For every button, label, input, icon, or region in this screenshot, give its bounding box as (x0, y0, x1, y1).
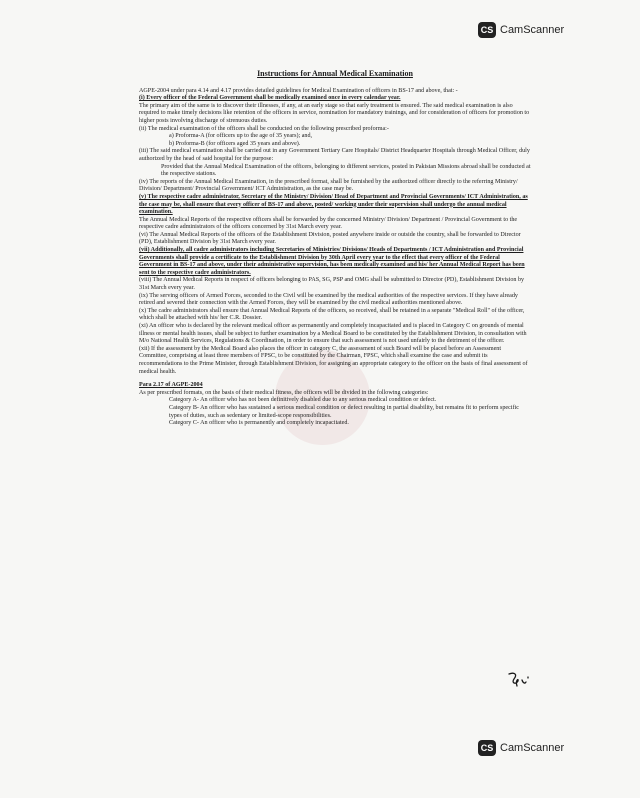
handwritten-signature (506, 670, 532, 692)
camscanner-logo-icon: CS (478, 740, 496, 756)
intro-paragraph: AGPE-2004 under para 4.14 and 4.17 provides detailed guidelines for Medical Examination of officers in BS-17 and above, that: - (139, 87, 458, 94)
para-2-17-body: As per prescribed formats, on the basis of their medical fitness, the officers will be divided in the following categories: (139, 389, 429, 396)
clause-iii-proviso: Provided that the Annual Medical Examination of the officers, belonging to different services, posted in Pakistan Missions abroad shall be conducted at the respective stations. (161, 163, 531, 178)
camscanner-label: CamScanner (500, 742, 565, 754)
clause-ii-b: b) Proforma-B (for officers aged 35 years and above). (169, 140, 301, 147)
category-c: Category C- An officer who is permanently and completely incapacitated. (169, 420, 349, 427)
document-title: Instructions for Annual Medical Examination (257, 69, 413, 78)
clause-vi: (vi) The Annual Medical Reports of the officers of the Establishment Division, posted anywhere inside or outside the country, shall be forwarded to Director (PD), Establishment Division by 31st March every year. (139, 231, 521, 246)
document-body (139, 70, 531, 428)
clause-ix: (ix) The serving officers of Armed Forces, seconded to the Civil will be examined by the medical authorities of the respective services. If they have already retired and severed their connection with the Armed Forces, they will be examined by the civil medical authorities mentioned above. (139, 292, 518, 307)
clause-i-heading: (i) Every officer of the Federal Government shall be medically examined once in every calendar year. (139, 95, 401, 102)
clause-ii-a: a) Proforma-A (for officers up to the age of 35 years); and, (169, 133, 313, 140)
clause-xii: (xii) If the assessment by the Medical Board also places the officer in category C, the assessment of such Board will be placed before an Assessment Committee, comprising at least three members of FPSC, to be constituted by the Chairman, FPSC, which shall examine the case and submit its recommendations to the Prime Minister, through Establishment Division, for assigning an appropriate category to the officer on the basis of final assessment of medical health. (139, 345, 528, 375)
camscanner-brand-top (478, 22, 564, 38)
clause-iv: (iv) The reports of the Annual Medical Examination, in the prescribed format, shall be furnished by the authorized officer directly to the referring Ministry/ Division/ Department/ Provincial Government/ ICT Administration, as the case may be. (139, 178, 518, 193)
clause-i-body: The primary aim of the same is to discover their illnesses, if any, at an early stage so that early treatment is ensured. The said medical examination is also required to make timely decisions like retention of the officers in service, nomination for mandatory trainings, and for consideration of officers for promotion to higher posts involving discharge of strenuous duties. (139, 102, 530, 124)
camscanner-label: CamScanner (500, 24, 565, 36)
clause-ii: (ii) The medical examination of the officers shall be conducted on the following prescribed proforma:- (139, 125, 389, 132)
para-2-17-heading: Para 2.17 of AGPE-2004 (139, 382, 203, 389)
clause-v-heading: (v) The respective cadre administrator, Secretary of the Ministry/ Division/ Head of Department and Provincial Governments/ ICT Administration, as the case may be, shall ensure that every officer of BS-17 and above, posted/ working under their supervision shall undergo the annual medical examination. (139, 193, 528, 216)
category-b: Category B- An officer who has sustained a serious medical condition or defect resulting in partial disability, but remains fit to perform specific types of duties, such as sedentary or limited-scope responsibilities. (169, 404, 519, 419)
clause-iii: (iii) The said medical examination shall be carried out in any Government Tertiary Care Hospitals/ District Headquarter Hospitals through Medical Officer, duly authorized by the head of said hospital for the purpose: (139, 148, 530, 162)
clause-xi: (xi) An officer who is declared by the relevant medical officer as permanently and completely incapacitated and is placed in Category C on grounds of mental illness or mental health issues, shall be subject to further examination by a Medical Board to be constituted by the Establishment Division, in consultation with M/o National Health Services, Regulations & Coordination, in order to ensure that such assessment is not used unfairly to the detriment of the officer. (139, 323, 527, 345)
clause-x: (x) The cadre administrators shall ensure that Annual Medical Reports of the officers, so received, shall be retained in a separate "Medical Roll" of the officer, which shall be attached with his/ her C.R. Dossier. (139, 307, 525, 322)
clause-vii: (vii) Additionally, all cadre administrators including Secretaries of Ministries/ Divisions/ Heads of Departments / ICT Administration and Provincial Governments shall provide a certificate to the Establishment Division by 30th April every year to the effect that every officer of the Federal Government in BS-17 and above, under their administrative supervision, has been medically examined and his/ her Annual Medical Report has been sent to the respective cadre administrators. (139, 247, 525, 276)
camscanner-logo-icon: CS (478, 22, 496, 38)
category-a: Category A- An officer who has not been definitively disabled due to any serious medical condition or defect. (169, 397, 437, 404)
clause-viii: (viii) The Annual Medical Reports in respect of officers belonging to PAS, SG, PSP and OMG shall be submitted to Director (PD), Establishment Division by 31st March every year. (139, 277, 525, 292)
clause-v-body: The Annual Medical Reports of the respective officers shall be forwarded by the concerned Ministry/ Division/ Department / Provincial Government to the respective cadre administrators of the officers concerned by 31st March every year. (139, 216, 518, 231)
camscanner-brand-bottom (478, 740, 564, 756)
